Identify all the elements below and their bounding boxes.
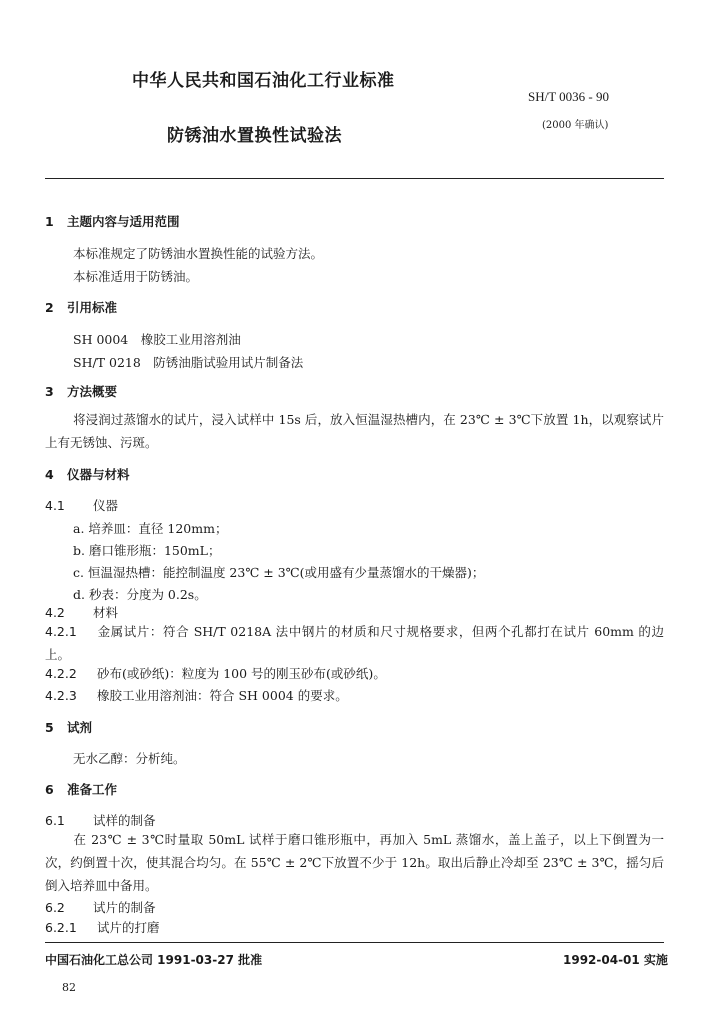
material-4-2-2 <box>45 664 386 682</box>
section-3-heading <box>45 382 117 400</box>
section-number: 5 <box>45 720 54 735</box>
section-2-heading <box>45 298 117 316</box>
apparatus-item-a: a. 培养皿：直径 120mm； <box>73 521 228 536</box>
section-1-heading <box>45 212 180 230</box>
section-1-line-2: 本标准适用于防锈油。 <box>73 269 199 284</box>
apparatus-item-d: d. 秒表：分度为 0.2s。 <box>73 587 207 602</box>
subsection-4-1-heading <box>45 496 118 514</box>
material-4-2-3 <box>45 686 348 704</box>
section-1-line-1: 本标准规定了防锈油水置换性能的试验方法。 <box>73 246 324 261</box>
confirmation-note: (2000 年确认) <box>542 120 609 131</box>
reference-sh0218: SH/T 0218 防锈油脂试验用试片制备法 <box>73 355 304 370</box>
reference-sh0004: SH 0004 橡胶工业用溶剂油 <box>73 332 241 347</box>
item-text: 金属试片：符合 SH/T 0218A 法中钢片的材质和尺寸规格要求，但两个孔都打在试片 60mm 的边上。 <box>45 624 664 662</box>
subsection-number: 6.2 <box>45 900 65 915</box>
header-divider <box>45 178 664 179</box>
section-6-heading <box>45 780 117 798</box>
subsection-6-2-heading <box>45 898 156 916</box>
approval-date: 中国石油化工总公司 1991-03-27 批准 <box>45 953 263 967</box>
page-number: 82 <box>62 981 76 994</box>
subsection-title: 试片的制备 <box>93 900 156 915</box>
section-title: 主题内容与适用范围 <box>67 214 180 229</box>
reagent-line: 无水乙醇：分析纯。 <box>73 751 186 766</box>
item-text: 试片的打磨 <box>97 920 160 935</box>
document-title: 防锈油水置换性试验法 <box>167 126 342 146</box>
item-number: 4.2.3 <box>45 688 77 703</box>
item-number: 4.2.1 <box>45 624 77 639</box>
apparatus-item-b: b. 磨口锥形瓶：150mL； <box>73 543 221 558</box>
section-number: 6 <box>45 782 54 797</box>
method-summary-text: 将浸润过蒸馏水的试片，浸入试样中 15s 后，放入恒温湿热槽内，在 23℃ ± 3℃下放置 1h，以观察试片上有无锈蚀、污斑。 <box>45 412 664 450</box>
section-title: 准备工作 <box>67 782 118 797</box>
item-text: 砂布(或砂纸)：粒度为 100 号的刚玉砂布(或砂纸)。 <box>97 666 386 681</box>
material-4-2-1 <box>45 620 664 666</box>
implementation-date: 1992-04-01 实施 <box>563 953 668 967</box>
item-number: 4.2.2 <box>45 666 77 681</box>
section-5-heading <box>45 718 92 736</box>
standard-number: SH/T 0036 - 90 <box>528 89 610 104</box>
section-number: 1 <box>45 214 54 229</box>
section-title: 仪器与材料 <box>67 467 130 482</box>
sample-preparation-paragraph <box>45 828 664 897</box>
footer-divider <box>45 942 664 943</box>
sample-preparation-text: 在 23℃ ± 3℃时量取 50mL 试样于磨口锥形瓶中，再加入 5mL 蒸馏水，盖上盖子，以上下倒置为一次，约倒置十次，使其混合均匀。在 55℃ ± 2℃下放置不少于 12h。取出后静止冷却至 23℃ ± 3℃，摇匀后倒入培养皿中备用。 <box>45 832 664 893</box>
item-number: 6.2.1 <box>45 920 77 935</box>
section-title: 试剂 <box>67 720 93 735</box>
subsection-title: 仪器 <box>93 498 119 513</box>
section-4-heading <box>45 465 130 483</box>
apparatus-item-c: c. 恒温湿热槽：能控制温度 23℃ ± 3℃(或用盛有少量蒸馏水的干燥器)； <box>73 565 485 580</box>
subsection-number: 4.1 <box>45 498 65 513</box>
subsection-title: 试样的制备 <box>93 813 156 828</box>
section-number: 2 <box>45 300 54 315</box>
subsection-4-2-heading <box>45 603 118 621</box>
section-number: 3 <box>45 384 54 399</box>
section-title: 引用标准 <box>67 300 118 315</box>
subsection-6-1-heading <box>45 811 156 829</box>
subsection-number: 6.1 <box>45 813 65 828</box>
subsection-title: 材料 <box>93 605 119 620</box>
section-number: 4 <box>45 467 54 482</box>
subsection-number: 4.2 <box>45 605 65 620</box>
issuing-body-title: 中华人民共和国石油化工行业标准 <box>132 71 395 91</box>
section-title: 方法概要 <box>67 384 118 399</box>
item-text: 橡胶工业用溶剂油：符合 SH 0004 的要求。 <box>97 688 348 703</box>
item-6-2-1 <box>45 918 160 936</box>
section-3-paragraph <box>45 408 664 454</box>
